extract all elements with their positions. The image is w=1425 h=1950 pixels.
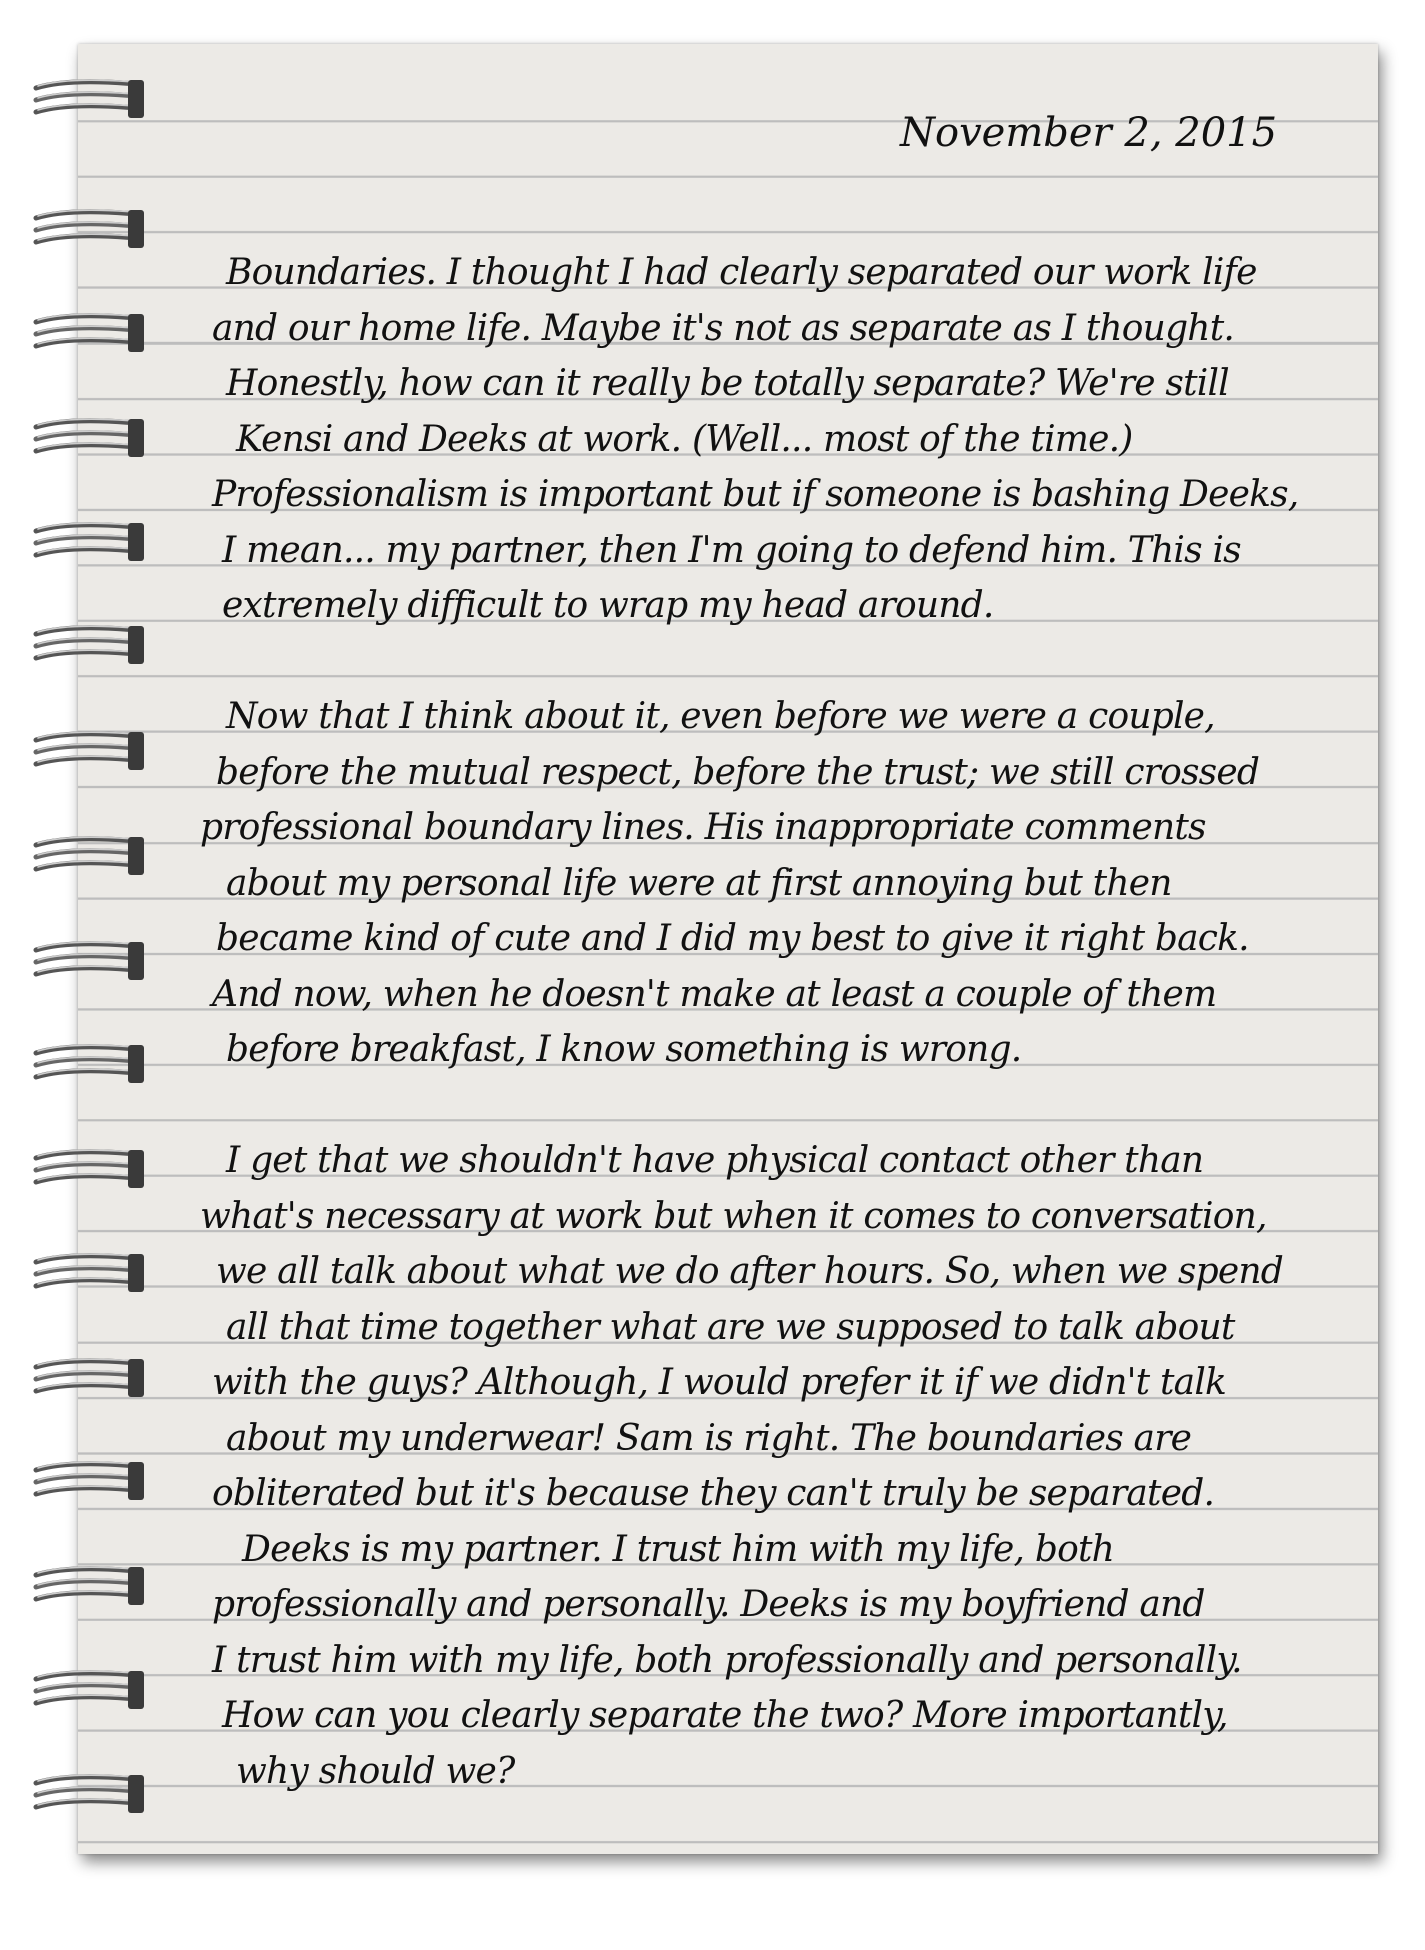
text-line: we all talk about what we do after hours. So, when we spend <box>216 1251 1283 1292</box>
text-line <box>200 634 1330 690</box>
spiral-ring-icon <box>28 1458 146 1506</box>
text-line: professionally and personally. Deeks is my boyfriend and <box>212 1584 1205 1625</box>
spiral-ring-icon <box>28 76 146 124</box>
text-line: became kind of cute and I did my best to give it right back. <box>216 918 1249 959</box>
text-line: I trust him with my life, both professionally and personally. <box>212 1639 1242 1681</box>
text-line: before the mutual respect, before the trust; we still crossed <box>216 751 1260 793</box>
spiral-ring-icon <box>28 938 146 986</box>
spiral-ring-icon <box>28 833 146 881</box>
entry-date: November 2, 2015 <box>900 110 1278 156</box>
text-line: why should we? <box>236 1750 515 1792</box>
spiral-ring-icon <box>28 1667 146 1715</box>
text-line: extremely difficult to wrap my head around. <box>222 585 994 626</box>
text-line: and our home life. Maybe it's not as separate as I thought. <box>212 307 1235 349</box>
text-line: about my personal life were at first annoying but then <box>226 862 1172 904</box>
spiral-ring-icon <box>28 728 146 776</box>
text-line: all that time together what are we supposed to talk about <box>226 1306 1235 1348</box>
text-line: Now that I think about it, even before we were a couple, <box>226 696 1215 737</box>
spiral-ring-icon <box>28 415 146 463</box>
text-line: Professionalism is important but if someone is bashing Deeks, <box>212 474 1299 515</box>
spiral-binding <box>0 0 200 1950</box>
spiral-ring-icon <box>28 1355 146 1403</box>
text-line: about my underwear! Sam is right. The boundaries are <box>226 1417 1192 1459</box>
spiral-ring-icon <box>28 1563 146 1611</box>
text-line: Kensi and Deeks at work. (Well... most of the time.) <box>236 418 1133 460</box>
text-line: before breakfast, I know something is wrong. <box>226 1029 1022 1070</box>
text-line: I get that we shouldn't have physical contact other than <box>226 1140 1204 1181</box>
text-line: Boundaries. I thought I had clearly separated our work life <box>226 252 1257 293</box>
text-line: what's necessary at work but when it comes to conversation, <box>200 1195 1267 1237</box>
spiral-ring-icon <box>28 1250 146 1298</box>
spiral-ring-icon <box>28 622 146 670</box>
text-line: And now, when he doesn't make at least a couple of them <box>212 973 1217 1015</box>
spiral-ring-icon <box>28 1771 146 1819</box>
text-line: with the guys? Although, I would prefer it if we didn't talk <box>212 1362 1227 1403</box>
spiral-ring-icon <box>28 519 146 567</box>
text-line: professional boundary lines. His inappropriate comments <box>200 807 1206 848</box>
text-line: obliterated but it's because they can't truly be separated. <box>212 1473 1215 1514</box>
text-line: How can you clearly separate the two? More importantly, <box>222 1695 1228 1736</box>
text-line: I mean... my partner, then I'm going to defend him. This is <box>222 529 1241 571</box>
spiral-ring-icon <box>28 1146 146 1194</box>
spiral-ring-icon <box>28 310 146 358</box>
text-line <box>200 1078 1330 1134</box>
spiral-ring-icon <box>28 1041 146 1089</box>
journal-entry-text <box>200 245 1330 1799</box>
spiral-ring-icon <box>28 206 146 254</box>
text-line: Honestly, how can it really be totally separate? We're still <box>226 363 1229 404</box>
text-line: Deeks is my partner. I trust him with my life, both <box>242 1528 1115 1570</box>
